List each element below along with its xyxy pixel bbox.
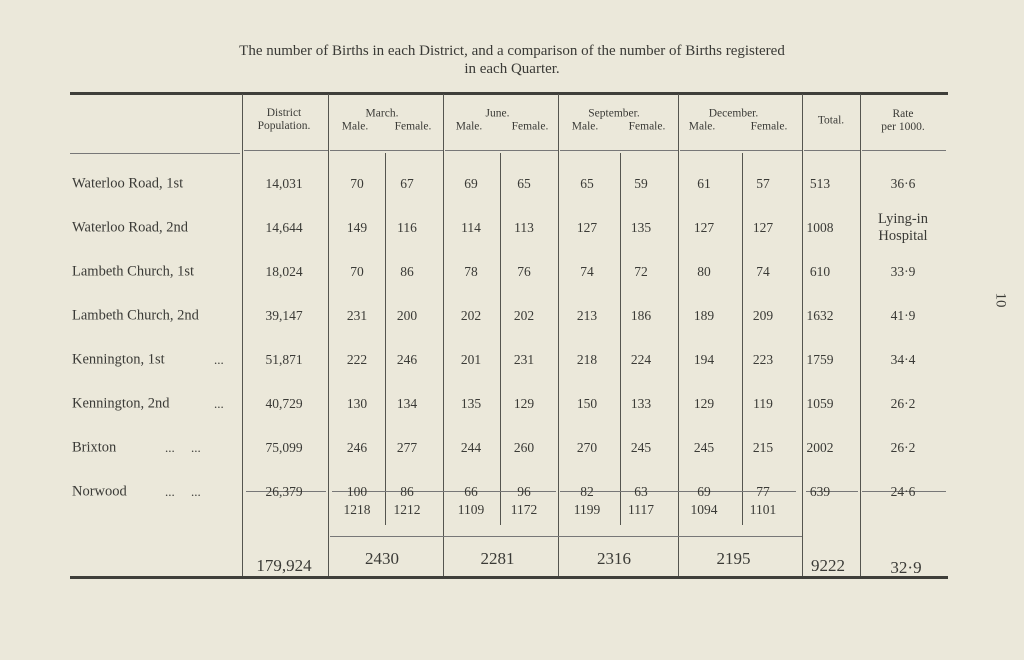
vline-after-june [558, 94, 559, 576]
top-rule [70, 92, 948, 95]
birth-count-cell: 150 [576, 396, 598, 411]
birth-count-cell: 86 [400, 484, 414, 499]
district-name: Lambeth Church, 1st [72, 263, 195, 280]
grand-quarter-total: 2430 [365, 549, 399, 568]
population-cell: 26,379 [265, 484, 303, 499]
total-cell: 610 [809, 264, 831, 279]
birth-count-cell: 61 [697, 176, 711, 191]
birth-count-cell: 134 [396, 396, 418, 411]
birth-count-cell: 72 [634, 264, 648, 279]
header-quarter-3: December. [708, 107, 759, 120]
total-cell: 1759 [806, 352, 834, 367]
birth-count-cell: 135 [630, 220, 652, 235]
district-name: Norwood [72, 483, 127, 500]
birth-count-cell: 202 [513, 308, 535, 323]
birth-count-cell: 245 [630, 440, 652, 455]
header-male-0: Male. [341, 120, 369, 133]
title-line-1: The number of Births in each District, and a comparison of the number of Births registered [239, 43, 785, 59]
total-cell: 2002 [806, 440, 834, 455]
grand-quarter-total: 2281 [480, 549, 515, 568]
header-underline [445, 150, 558, 151]
grand-population: 179,924 [256, 556, 312, 575]
district-name: Waterloo Road, 1st [72, 175, 184, 192]
title-line-2: in each Quarter. [464, 61, 560, 77]
subtotal-cell: 1094 [690, 502, 718, 517]
birth-count-cell: 80 [697, 264, 711, 279]
header-district-population [258, 107, 311, 133]
population-cell: 14,031 [265, 176, 303, 191]
birth-count-cell: 129 [513, 396, 535, 411]
rate-cell: 26·2 [890, 396, 916, 411]
header-quarter-2: September. [588, 107, 640, 120]
header-underline [244, 150, 328, 151]
subtotal-cell: 1218 [343, 502, 371, 517]
birth-count-cell: 74 [580, 264, 594, 279]
birth-count-cell: 224 [630, 352, 652, 367]
subtotal-cell: 1101 [749, 502, 777, 517]
leader-dots: ... [214, 352, 224, 367]
header-underline [804, 150, 860, 151]
birth-count-cell: 130 [346, 396, 368, 411]
birth-count-cell: 59 [634, 176, 648, 191]
district-name: Waterloo Road, 2nd [72, 219, 189, 236]
birth-count-cell: 57 [756, 176, 770, 191]
leader-dots: ... [214, 396, 224, 411]
bottom-rule [70, 576, 948, 579]
birth-count-cell: 200 [396, 308, 418, 323]
header-quarter-0: March. [365, 107, 399, 120]
vline-after-december [802, 94, 803, 576]
birth-count-cell: 186 [630, 308, 652, 323]
birth-count-cell: 86 [400, 264, 414, 279]
header-quarter-1: June. [485, 107, 510, 120]
rate-cell: 36·6 [890, 176, 916, 191]
total-cell: 1059 [806, 396, 834, 411]
birth-count-cell: 82 [580, 484, 594, 499]
birth-count-cell: 127 [752, 220, 774, 235]
vline-june-mid [500, 153, 501, 525]
header-female-2: Female. [628, 120, 666, 133]
header-underline [862, 150, 946, 151]
birth-count-cell: 129 [693, 396, 715, 411]
vline-after-district [242, 94, 243, 576]
birth-count-cell: 270 [576, 440, 598, 455]
district-name: Lambeth Church, 2nd [72, 307, 199, 324]
header-underline [680, 150, 802, 151]
birth-count-cell: 65 [517, 176, 531, 191]
birth-count-cell: 218 [576, 352, 598, 367]
district-name: Kennington, 2nd [72, 395, 170, 412]
header-rate [881, 108, 924, 134]
grand-quarter-total: 2316 [597, 549, 631, 568]
population-cell: 75,099 [265, 440, 303, 455]
birth-count-cell: 246 [346, 440, 368, 455]
rate-cell: Lying-in Hospital [878, 211, 928, 244]
subtotal-cell: 1199 [573, 502, 601, 517]
header-female-3: Female. [750, 120, 788, 133]
birth-count-cell: 77 [756, 484, 770, 499]
header-male-3: Male. [688, 120, 716, 133]
birth-count-cell: 209 [752, 308, 774, 323]
total-cell: 1008 [806, 220, 834, 235]
rate-cell: 34·4 [890, 352, 916, 367]
birth-count-cell: 189 [693, 308, 715, 323]
population-cell: 51,871 [265, 352, 303, 367]
subtotal-cell: 1109 [457, 502, 485, 517]
birth-count-cell: 69 [464, 176, 478, 191]
page-number: 10 [992, 292, 1009, 308]
birth-count-cell: 100 [346, 484, 368, 499]
leader-dots: ... ... [165, 484, 201, 499]
subtotal-cell: 1172 [510, 502, 538, 517]
grand-quarter-total: 2195 [716, 549, 751, 568]
birth-count-cell: 245 [693, 440, 715, 455]
birth-count-cell: 78 [464, 264, 478, 279]
total-cell: 513 [809, 176, 831, 191]
birth-count-cell: 63 [634, 484, 648, 499]
birth-count-cell: 114 [461, 220, 481, 235]
birth-count-cell: 127 [693, 220, 715, 235]
birth-count-cell: 69 [697, 484, 711, 499]
header-female-0: Female. [394, 120, 432, 133]
birth-count-cell: 244 [460, 440, 482, 455]
vline-after-total [860, 94, 861, 576]
subtotal-cell: 1212 [393, 502, 421, 517]
birth-count-cell: 135 [460, 396, 482, 411]
vline-september-mid [620, 153, 621, 525]
leader-dots: ... ... [165, 440, 201, 455]
birth-count-cell: 76 [517, 264, 531, 279]
birth-count-cell: 277 [396, 440, 418, 455]
rate-cell: 26·2 [890, 440, 916, 455]
grand-total-rule [330, 536, 802, 537]
total-cell: 1632 [806, 308, 834, 323]
vline-march-mid [385, 153, 386, 525]
birth-count-cell: 202 [460, 308, 482, 323]
header-female-1: Female. [511, 120, 549, 133]
vline-after-march [443, 94, 444, 576]
header-underline [560, 150, 678, 151]
grand-rate: 32·9 [890, 558, 922, 577]
population-cell: 18,024 [265, 264, 303, 279]
birth-count-cell: 65 [580, 176, 594, 191]
header-male-1: Male. [455, 120, 483, 133]
birth-count-cell: 260 [513, 440, 535, 455]
header-underline-district [70, 153, 240, 154]
header-underline [330, 150, 443, 151]
district-name: Kennington, 1st [72, 351, 165, 368]
birth-count-cell: 74 [756, 264, 770, 279]
birth-count-cell: 113 [514, 220, 534, 235]
population-cell: 40,729 [265, 396, 303, 411]
grand-total: 9222 [811, 556, 845, 575]
birth-count-cell: 231 [513, 352, 535, 367]
vline-after-population [328, 94, 329, 576]
population-cell: 39,147 [265, 308, 303, 323]
district-name: Brixton [72, 439, 117, 456]
header-total: Total. [817, 114, 845, 127]
rate-cell: 41·9 [890, 308, 916, 323]
birth-count-cell: 70 [350, 176, 364, 191]
birth-count-cell: 246 [396, 352, 418, 367]
birth-count-cell: 116 [397, 220, 417, 235]
population-cell: 14,644 [265, 220, 303, 235]
birth-count-cell: 96 [517, 484, 531, 499]
rate-cell: 33·9 [890, 264, 916, 279]
birth-count-cell: 67 [400, 176, 414, 191]
birth-count-cell: 66 [464, 484, 478, 499]
birth-count-cell: 133 [630, 396, 652, 411]
header-rate-line: Rate [892, 108, 914, 120]
subtotal-cell: 1117 [628, 502, 654, 517]
birth-count-cell: 223 [752, 352, 774, 367]
birth-count-cell: 231 [346, 308, 368, 323]
table-title [0, 42, 1024, 78]
total-cell: 639 [809, 484, 831, 499]
birth-count-cell: 70 [350, 264, 364, 279]
birth-count-cell: 149 [346, 220, 368, 235]
header-population-line: District [266, 107, 302, 119]
birth-count-cell: 215 [752, 440, 774, 455]
birth-count-cell: 119 [753, 396, 773, 411]
vline-december-mid [742, 153, 743, 525]
birth-count-cell: 222 [346, 352, 368, 367]
birth-count-cell: 213 [576, 308, 598, 323]
header-population-line: Population. [257, 120, 311, 132]
birth-count-cell: 127 [576, 220, 598, 235]
birth-count-cell: 201 [460, 352, 482, 367]
vline-after-september [678, 94, 679, 576]
birth-count-cell: 194 [693, 352, 715, 367]
header-male-2: Male. [571, 120, 599, 133]
header-rate-line: per 1000. [881, 121, 925, 133]
rate-cell: 24·6 [890, 484, 916, 499]
